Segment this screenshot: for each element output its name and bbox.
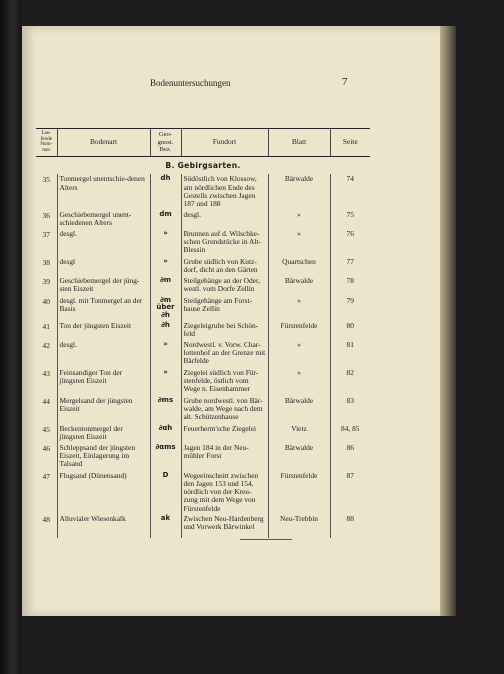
cell-seite: 86 <box>330 443 370 471</box>
soil-table <box>36 128 370 538</box>
section-title: B. Gebirgsarten. <box>165 160 241 170</box>
cell-nr: 40 <box>42 296 50 306</box>
cell-fundort: Steilgehänge am Forst-hause Zellin <box>181 296 268 321</box>
page-number: 7 <box>342 76 348 88</box>
cell-fundort: Steilgehänge an der Oder, westl. vom Dorfe Zellin <box>181 276 268 296</box>
cell-geo: » <box>150 257 181 276</box>
cell-seite: 83 <box>330 396 370 424</box>
cell-fundort: Nordwestl. v. Vorw. Char-lottenhof an der Grenze mit Bärfelde <box>181 340 268 368</box>
cell-blatt: Neu-Trebbin <box>268 514 330 538</box>
cell-nr: 39 <box>42 276 50 286</box>
cell-nr: 41 <box>42 321 50 331</box>
book-spine-shadow <box>0 0 22 674</box>
cell-nr: 36 <box>42 210 50 220</box>
cell-blatt: » <box>268 368 330 396</box>
cell-nr: 48 <box>42 514 50 524</box>
cell-blatt: Bärwalde <box>268 174 330 209</box>
cell-bodenart: Beckentonmergel der jüngsten Eiszeit <box>57 424 150 443</box>
cell-geo: ∂h <box>150 321 181 340</box>
cell-nr: 45 <box>42 424 50 434</box>
cell-nr: 35 <box>42 175 50 185</box>
cell-seite: 81 <box>330 340 370 368</box>
page-edge <box>440 26 456 616</box>
cell-bodenart: Flugsand (Dünensand) <box>57 471 150 514</box>
cell-bodenart: Tonmergel unentschie-denen Alters <box>57 174 150 209</box>
cell-bodenart: Geschiebemergel der jüng-sten Eiszeit <box>57 276 150 296</box>
cell-fundort: Ziegelei südlich von Für-stenfelde, östlich vom Wege n. Eisenhammer <box>181 368 268 396</box>
table-row <box>36 471 370 514</box>
col-header-seite: Seite <box>330 129 370 157</box>
table-row <box>36 368 370 396</box>
cell-nr: 42 <box>42 340 50 350</box>
table-row <box>36 514 370 538</box>
cell-geo: ∂ms <box>150 396 181 424</box>
cell-blatt: » <box>268 340 330 368</box>
cell-geo: D <box>150 471 181 514</box>
cell-seite: 74 <box>330 174 370 209</box>
col-header-nr: Lau-fende Num-mer <box>36 129 57 157</box>
table-row <box>36 276 370 296</box>
cell-fundort: Wegeeinschnitt zwischen den Jagen 153 und 154, nördlich von der Kreu-zung mit dem Wege von Fürstenfelde <box>181 471 268 514</box>
cell-nr: 43 <box>42 368 50 378</box>
running-title: Bodenuntersuchungen <box>150 78 231 88</box>
cell-bodenart: Alluvialer Wiesenkalk <box>57 514 150 538</box>
cell-seite: 77 <box>330 257 370 276</box>
col-header-bodenart: Bodenart <box>57 129 150 157</box>
col-header-geo: Geo-gnost. Bez. <box>150 129 181 157</box>
cell-blatt: Bärwalde <box>268 276 330 296</box>
cell-bodenart: Schleppsand der jüngsten Eiszeit, Einlagerung im Talsand <box>57 443 150 471</box>
cell-bodenart: Geschiebemergel unent-schiedenen Alters <box>57 210 150 229</box>
cell-bodenart: Feinsandiger Ton der jüngsten Eiszeit <box>57 368 150 396</box>
table-row <box>36 174 370 209</box>
cell-seite: 82 <box>330 368 370 396</box>
cell-fundort: Südöstlich von Klossow, am nördlichen Ende des Gestells zwischen Jagen 187 und 188 <box>181 174 268 209</box>
cell-fundort: Ziegeleigrube bei Schön-feld <box>181 321 268 340</box>
cell-blatt: Quartschen <box>268 257 330 276</box>
table-header-row <box>36 129 370 157</box>
cell-seite: 84, 85 <box>330 424 370 443</box>
table-row <box>36 424 370 443</box>
cell-blatt: Fürstenfelde <box>268 321 330 340</box>
cell-geo: ∂m über ∂h <box>150 296 181 321</box>
cell-seite: 78 <box>330 276 370 296</box>
col-header-fundort: Fundort <box>181 129 268 157</box>
cell-bodenart: Mergelsand der jüngsten Eiszeit <box>57 396 150 424</box>
cell-seite: 87 <box>330 471 370 514</box>
cell-fundort: desgl. <box>181 210 268 229</box>
cell-geo: » <box>150 368 181 396</box>
cell-nr: 44 <box>42 396 50 406</box>
cell-seite: 75 <box>330 210 370 229</box>
cell-nr: 46 <box>42 443 50 453</box>
cell-fundort: Brunnen auf d. Wilschke-schen Grundstücke in Alt-Blessin <box>181 229 268 257</box>
cell-blatt: » <box>268 210 330 229</box>
end-rule <box>240 539 292 540</box>
cell-fundort: Zwischen Neu-Hardenberg und Vorwerk Bärwinkel <box>181 514 268 538</box>
cell-fundort: Grube südlich von Kutz-dorf, dicht an den Gärten <box>181 257 268 276</box>
cell-geo: ∂m <box>150 276 181 296</box>
table-body <box>36 156 370 538</box>
cell-bodenart: Ton der jüngsten Eiszeit <box>57 321 150 340</box>
cell-blatt: Fürstenfelde <box>268 471 330 514</box>
cell-geo: ∂αms <box>150 443 181 471</box>
soil-table-container <box>36 128 370 538</box>
cell-bodenart: desgl <box>57 257 150 276</box>
cell-bodenart: desgl. <box>57 340 150 368</box>
cell-blatt: Bärwalde <box>268 396 330 424</box>
cell-seite: 80 <box>330 321 370 340</box>
cell-nr: 47 <box>42 471 50 481</box>
cell-seite: 79 <box>330 296 370 321</box>
table-row <box>36 210 370 229</box>
cell-geo: » <box>150 229 181 257</box>
cell-fundort: Grube nordwestl. von Bär-walde, am Wege nach dem alt. Schützenhause <box>181 396 268 424</box>
cell-bodenart: desgl. mit Tonmergel an der Basis <box>57 296 150 321</box>
cell-blatt: » <box>268 229 330 257</box>
cell-seite: 88 <box>330 514 370 538</box>
cell-geo: » <box>150 340 181 368</box>
cell-geo: ak <box>150 514 181 538</box>
col-header-blatt: Blatt <box>268 129 330 157</box>
table-row <box>36 229 370 257</box>
cell-geo: ∂αh <box>150 424 181 443</box>
cell-blatt: » <box>268 296 330 321</box>
table-row <box>36 296 370 321</box>
cell-fundort: Feuerherm'sche Ziegelei <box>181 424 268 443</box>
cell-geo: dh <box>150 174 181 209</box>
cell-nr: 37 <box>42 229 50 239</box>
table-row <box>36 443 370 471</box>
table-row <box>36 340 370 368</box>
cell-blatt: Vietz <box>268 424 330 443</box>
table-row <box>36 321 370 340</box>
cell-bodenart: desgl. <box>57 229 150 257</box>
cell-geo: dm <box>150 210 181 229</box>
cell-fundort: Jagen 184 in der Neu-mühler Forst <box>181 443 268 471</box>
cell-blatt: Bärwalde <box>268 443 330 471</box>
cell-nr: 38 <box>42 257 50 267</box>
table-row <box>36 396 370 424</box>
section-row <box>36 156 370 174</box>
cell-seite: 76 <box>330 229 370 257</box>
table-row <box>36 257 370 276</box>
